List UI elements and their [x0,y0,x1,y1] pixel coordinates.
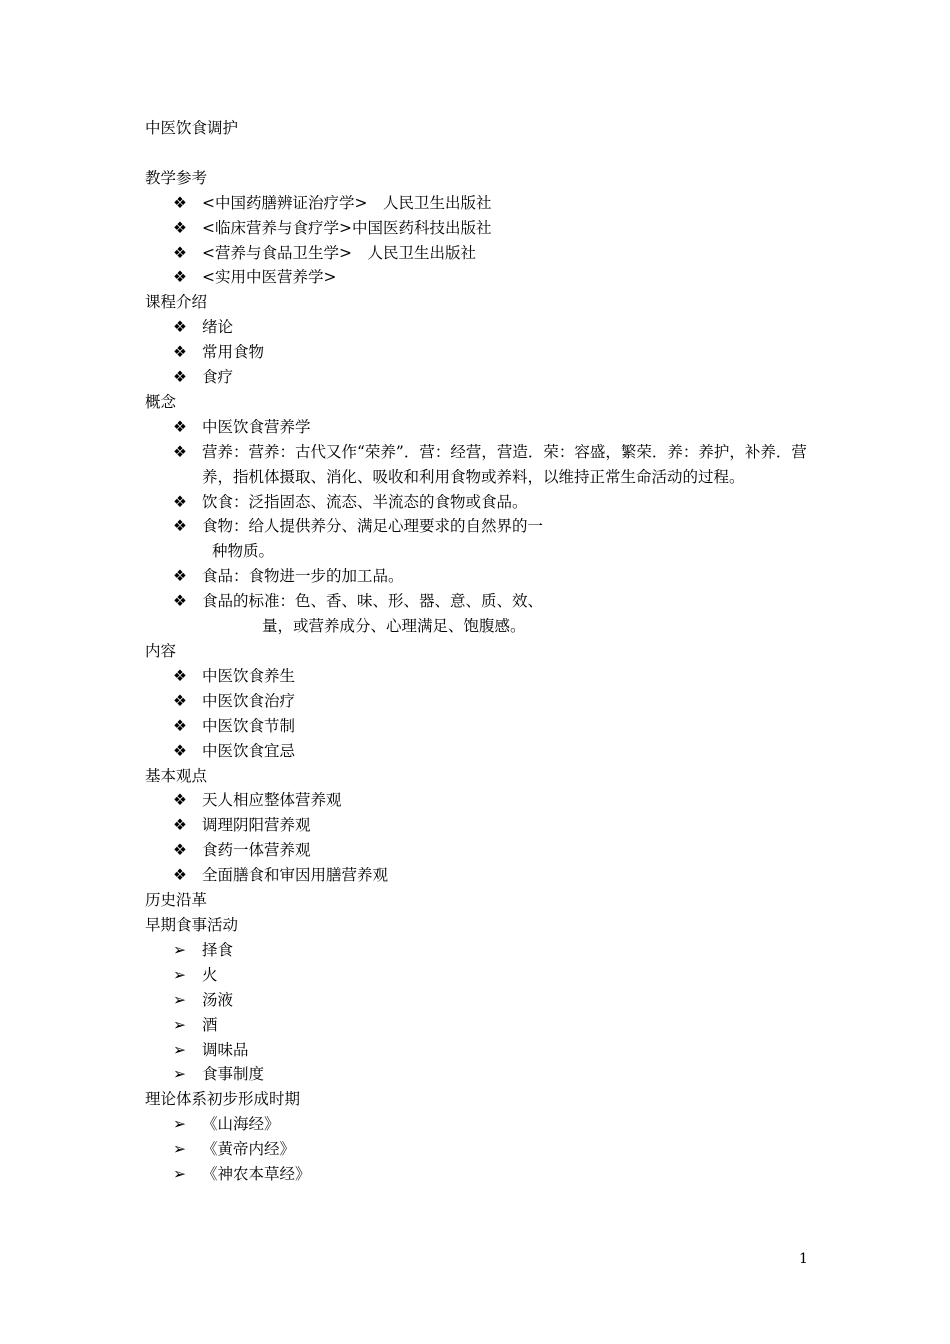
list-item-text: 中医饮食养生 [202,666,296,685]
list-item [145,440,810,490]
list-item [145,241,810,266]
section-heading-concepts: 概念 [145,392,177,411]
diamond-bullet-icon: ❖ [173,567,187,586]
list-item [145,938,810,963]
diamond-bullet-icon: ❖ [173,442,187,461]
content-list [145,664,810,764]
diamond-bullet-icon: ❖ [173,691,187,710]
arrow-bullet-icon: ➢ [173,940,186,959]
list-item-text: 调味品 [202,1040,249,1059]
intro-list [145,315,810,390]
diamond-bullet-icon: ❖ [173,417,187,436]
arrow-bullet-icon: ➢ [173,1115,186,1134]
list-item [145,1038,810,1063]
list-item-text: 食品的标准：色、香、味、形、器、意、质、效、 [202,592,544,611]
list-item-text: 绪论 [202,318,234,337]
viewpoints-list [145,788,810,888]
list-item [145,564,810,589]
list-item [145,664,810,689]
list-item-text: 营养：营养：古代又作“荣养”．营：经营，营造．荣：容盛，繁荣．养：养护，补养．营养，指机体摄取、消化、吸收和利用食物或养料，以维持正常生命活动的过程。 [202,442,807,486]
arrow-bullet-icon: ➢ [173,1015,186,1034]
arrow-bullet-icon: ➢ [173,1065,186,1084]
list-item-text: 常用食物 [202,343,265,362]
list-item [145,365,810,390]
blank-line [145,141,810,166]
diamond-bullet-icon: ❖ [173,741,187,760]
diamond-bullet-icon: ❖ [173,243,187,262]
list-item-text: 酒 [202,1015,218,1034]
list-item-continuation: 量，或营养成分、心理满足、饱腹感。 [262,617,526,636]
list-item [145,739,810,764]
document-title: 中医饮食调护 [145,119,239,137]
list-item [145,813,810,838]
diamond-bullet-icon: ❖ [173,716,187,735]
diamond-bullet-icon: ❖ [173,343,187,362]
section-heading-content: 内容 [145,642,177,661]
list-item [145,988,810,1013]
list-item-text: 天人相应整体营养观 [202,791,342,810]
list-item [145,963,810,988]
diamond-bullet-icon: ❖ [173,517,187,536]
list-item-text: 食品：食物进一步的加工品。 [202,567,404,586]
list-item [145,514,810,564]
diamond-bullet-icon: ❖ [173,816,187,835]
list-item-text: 《黄帝内经》 [202,1140,296,1159]
list-item-text: 全面膳食和审因用膳营养观 [202,866,389,885]
list-item [145,589,810,639]
diamond-bullet-icon: ❖ [173,218,187,237]
references-list [145,191,810,291]
list-item-text: 中医饮食宜忌 [202,741,296,760]
list-item [145,1013,810,1038]
section-heading-early: 早期食事活动 [145,915,239,934]
diamond-bullet-icon: ❖ [173,791,187,810]
section-heading-theory: 理论体系初步形成时期 [145,1090,301,1109]
list-item-text: 择食 [202,940,234,959]
arrow-bullet-icon: ➢ [173,990,186,1009]
list-item [145,1137,810,1162]
section-heading-history: 历史沿革 [145,891,208,910]
early-list [145,938,810,1087]
list-item-text: <中国药膳辨证治疗学> 人民卫生出版社 [202,193,492,212]
section-heading-references: 教学参考 [145,168,208,187]
document-body [145,116,810,1187]
list-item [145,1112,810,1137]
page-number: 1 [799,1251,808,1267]
list-item-text: 汤液 [202,990,234,1009]
list-item-text: 食疗 [202,368,234,387]
diamond-bullet-icon: ❖ [173,492,187,511]
list-item-text: 《神农本草经》 [202,1165,311,1184]
section-heading-viewpoints: 基本观点 [145,766,208,785]
arrow-bullet-icon: ➢ [173,965,186,984]
list-item-text: <营养与食品卫生学> 人民卫生出版社 [202,243,476,262]
arrow-bullet-icon: ➢ [173,1165,186,1184]
list-item-continuation: 种物质。 [212,542,275,561]
list-item-text: 中医饮食节制 [202,716,296,735]
list-item [145,315,810,340]
list-item [145,1162,810,1187]
list-item-text: <临床营养与食疗学>中国医药科技出版社 [202,218,492,237]
list-item-text: 调理阴阳营养观 [202,816,311,835]
section-heading-intro: 课程介绍 [145,293,208,312]
list-item-text: 食物：给人提供养分、满足心理要求的自然界的一 [202,517,544,536]
list-item-text: 中医饮食治疗 [202,691,296,710]
list-item [145,265,810,290]
diamond-bullet-icon: ❖ [173,368,187,387]
theory-list [145,1112,810,1187]
arrow-bullet-icon: ➢ [173,1140,186,1159]
list-item [145,689,810,714]
diamond-bullet-icon: ❖ [173,841,187,860]
list-item-text: <实用中医营养学> [202,268,337,287]
list-item [145,191,810,216]
concepts-list [145,415,810,639]
diamond-bullet-icon: ❖ [173,866,187,885]
list-item [145,340,810,365]
list-item [145,415,810,440]
list-item-text: 《山海经》 [202,1115,280,1134]
arrow-bullet-icon: ➢ [173,1040,186,1059]
list-item [145,216,810,241]
list-item-text: 火 [202,965,218,984]
list-item [145,788,810,813]
diamond-bullet-icon: ❖ [173,318,187,337]
list-item [145,838,810,863]
list-item [145,863,810,888]
list-item [145,714,810,739]
list-item-text: 饮食：泛指固态、流态、半流态的食物或食品。 [202,492,528,511]
diamond-bullet-icon: ❖ [173,268,187,287]
list-item [145,1062,810,1087]
list-item-text: 食药一体营养观 [202,841,311,860]
list-item [145,490,810,515]
list-item-text: 食事制度 [202,1065,265,1084]
diamond-bullet-icon: ❖ [173,193,187,212]
list-item-text: 中医饮食营养学 [202,417,311,436]
diamond-bullet-icon: ❖ [173,666,187,685]
diamond-bullet-icon: ❖ [173,592,187,611]
